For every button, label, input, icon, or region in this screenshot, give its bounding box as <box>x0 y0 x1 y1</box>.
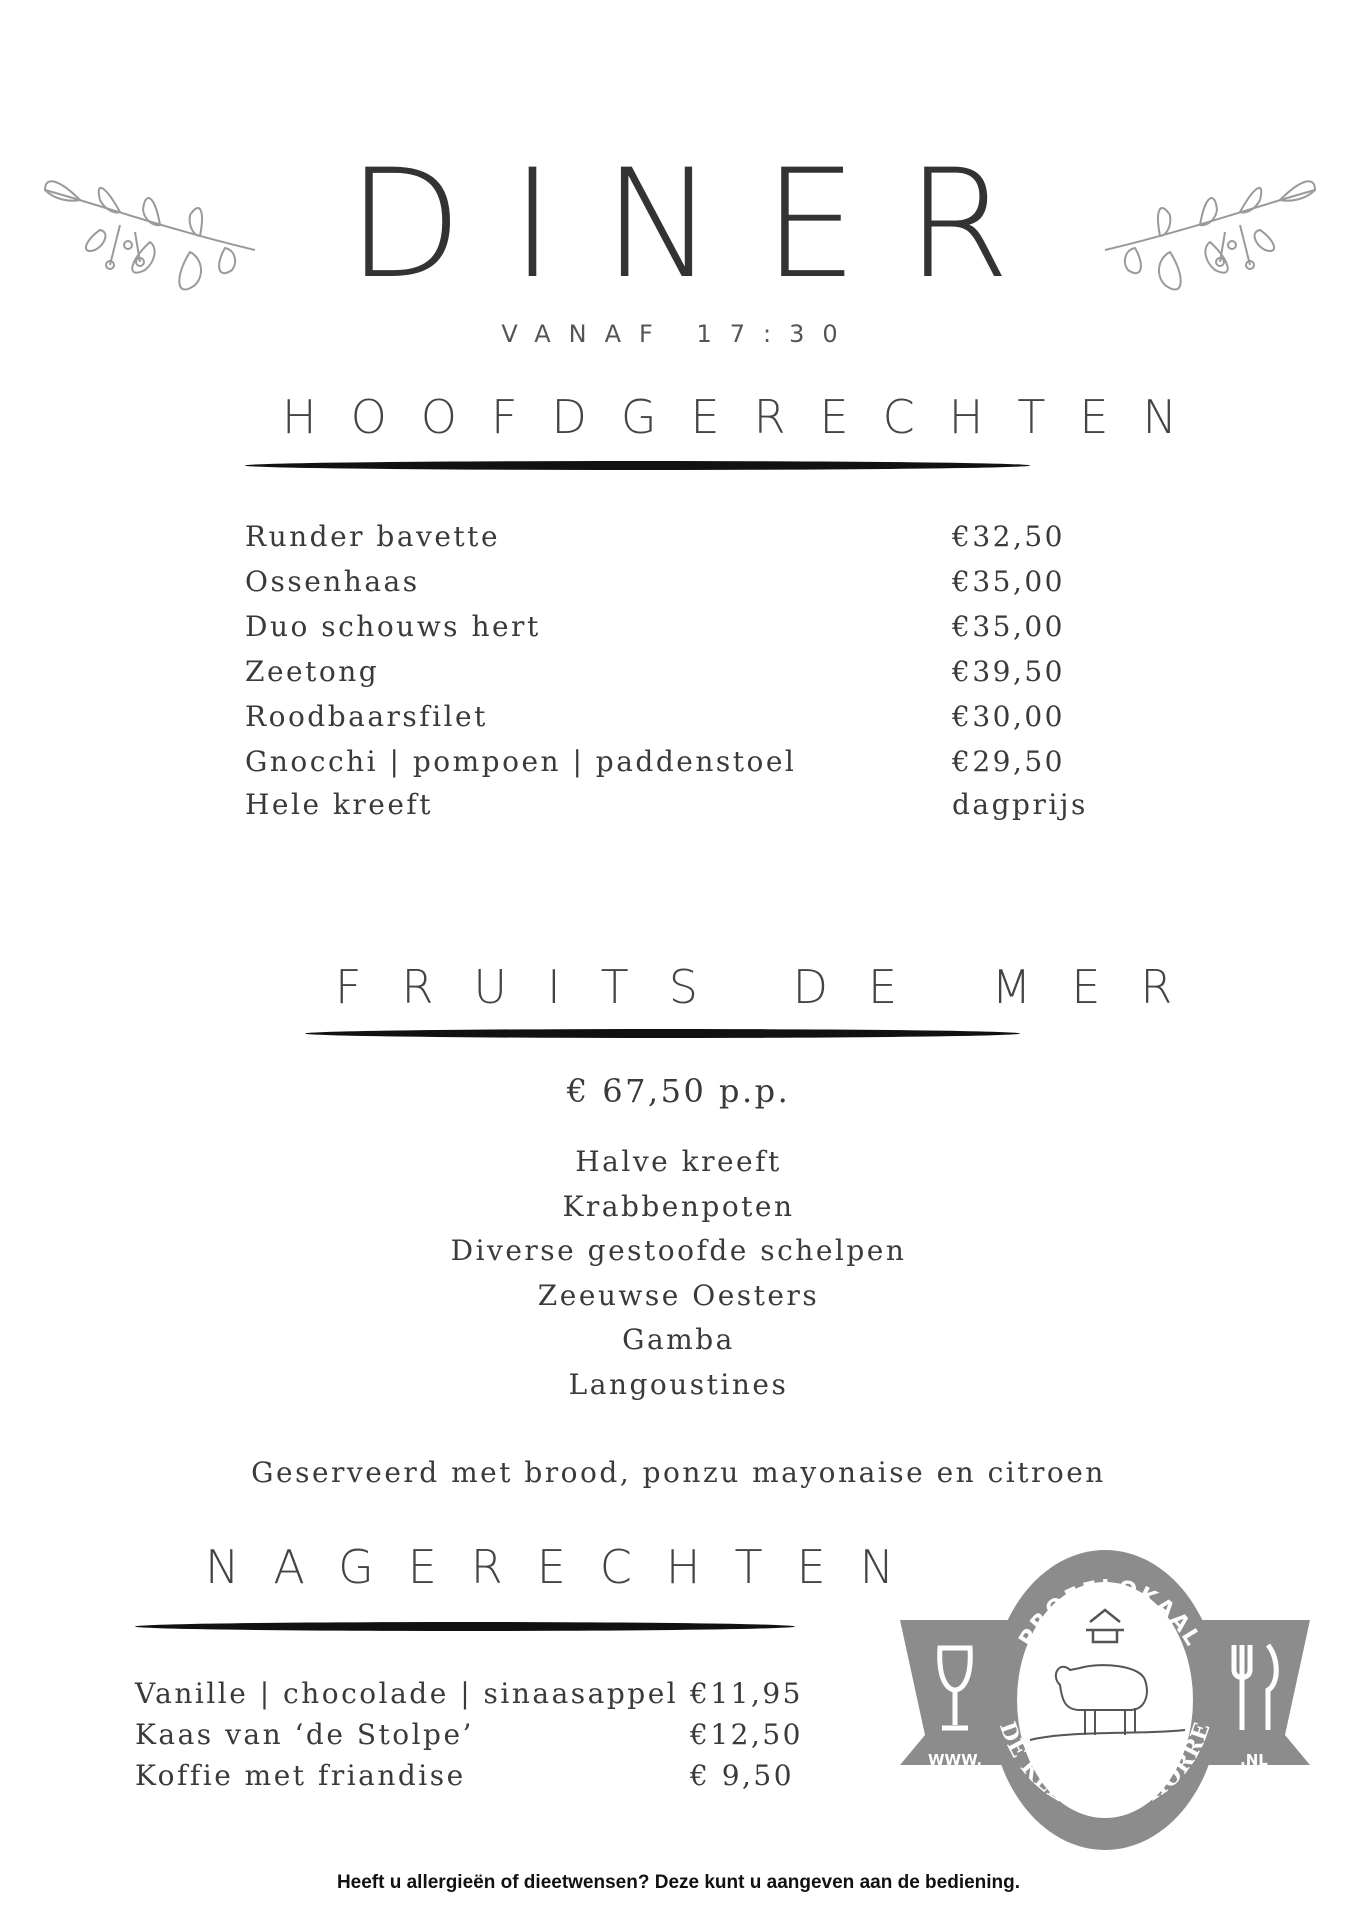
fruits-de-mer-item: Zeeuwse Oesters <box>537 1278 820 1312</box>
logo-right-text: .NL <box>1240 1751 1268 1769</box>
desserts-item-name: Koffie met friandise <box>135 1759 466 1792</box>
mains-item-name: Ossenhaas <box>245 565 420 598</box>
logo-bottom-text: DE KLEINE SCHORRE <box>994 1718 1216 1820</box>
mains-item-price: €30,00 <box>952 700 1065 733</box>
mains-divider <box>245 461 1030 470</box>
fruits-de-mer-item: Halve kreeft <box>575 1145 782 1178</box>
mains-item-price: €35,00 <box>952 565 1065 598</box>
logo-top-text: PROEFLOKAAL <box>1014 1575 1206 1652</box>
desserts-item-price: € 9,50 <box>690 1759 795 1792</box>
desserts-heading: NAGERECHTEN <box>205 1540 929 1594</box>
mains-item-name: Hele kreeft <box>245 788 434 821</box>
mains-item-name: Duo schouws hert <box>245 610 541 643</box>
fruits-de-mer-item: Langoustines <box>568 1367 789 1401</box>
desserts-item-price: €12,50 <box>690 1718 803 1751</box>
mains-item-price: dagprijs <box>952 788 1088 821</box>
mains-item-name: Gnocchi | pompoen | paddenstoel <box>245 745 797 778</box>
mains-heading: HOOFDGERECHTEN <box>282 390 1211 444</box>
desserts-item-price: €11,95 <box>690 1677 803 1710</box>
allergy-notice: Heeft u allergieën of dieetwensen? Deze kunt u aangeven aan de bediening. <box>336 1872 1021 1893</box>
mains-item-name: Zeetong <box>245 655 380 688</box>
desserts-item-name: Kaas van ‘de Stolpe’ <box>135 1718 474 1751</box>
mains-item-price: €39,50 <box>952 655 1065 688</box>
de-kleine-schorre-logo <box>900 1540 1310 1860</box>
desserts-divider <box>135 1622 795 1631</box>
fruits-de-mer-note: Geserveerd met brood, ponzu mayonaise en citroen <box>251 1456 1106 1489</box>
mains-item-name: Runder bavette <box>245 520 501 553</box>
page-subtitle: VANAF 17:30 <box>501 320 856 348</box>
desserts-item-name: Vanille | chocolade | sinaasappel <box>135 1677 679 1710</box>
fruits-de-mer-item: Gamba <box>622 1323 735 1356</box>
mains-item-price: €32,50 <box>952 520 1065 553</box>
mains-item-price: €35,00 <box>952 610 1065 643</box>
fruits-de-mer-divider <box>305 1029 1020 1038</box>
page-title: DINER <box>347 138 1058 312</box>
fruits-de-mer-item: Diverse gestoofde schelpen <box>450 1234 907 1267</box>
fruits-de-mer-price: € 67,50 p.p. <box>566 1072 791 1110</box>
logo-left-text: WWW. <box>928 1751 983 1769</box>
mains-item-name: Roodbaarsfilet <box>245 700 488 733</box>
fruits-de-mer-item: Krabbenpoten <box>562 1189 795 1223</box>
mains-item-price: €29,50 <box>952 745 1065 778</box>
fruits-de-mer-heading: FRUITS DE MER <box>335 960 1213 1014</box>
